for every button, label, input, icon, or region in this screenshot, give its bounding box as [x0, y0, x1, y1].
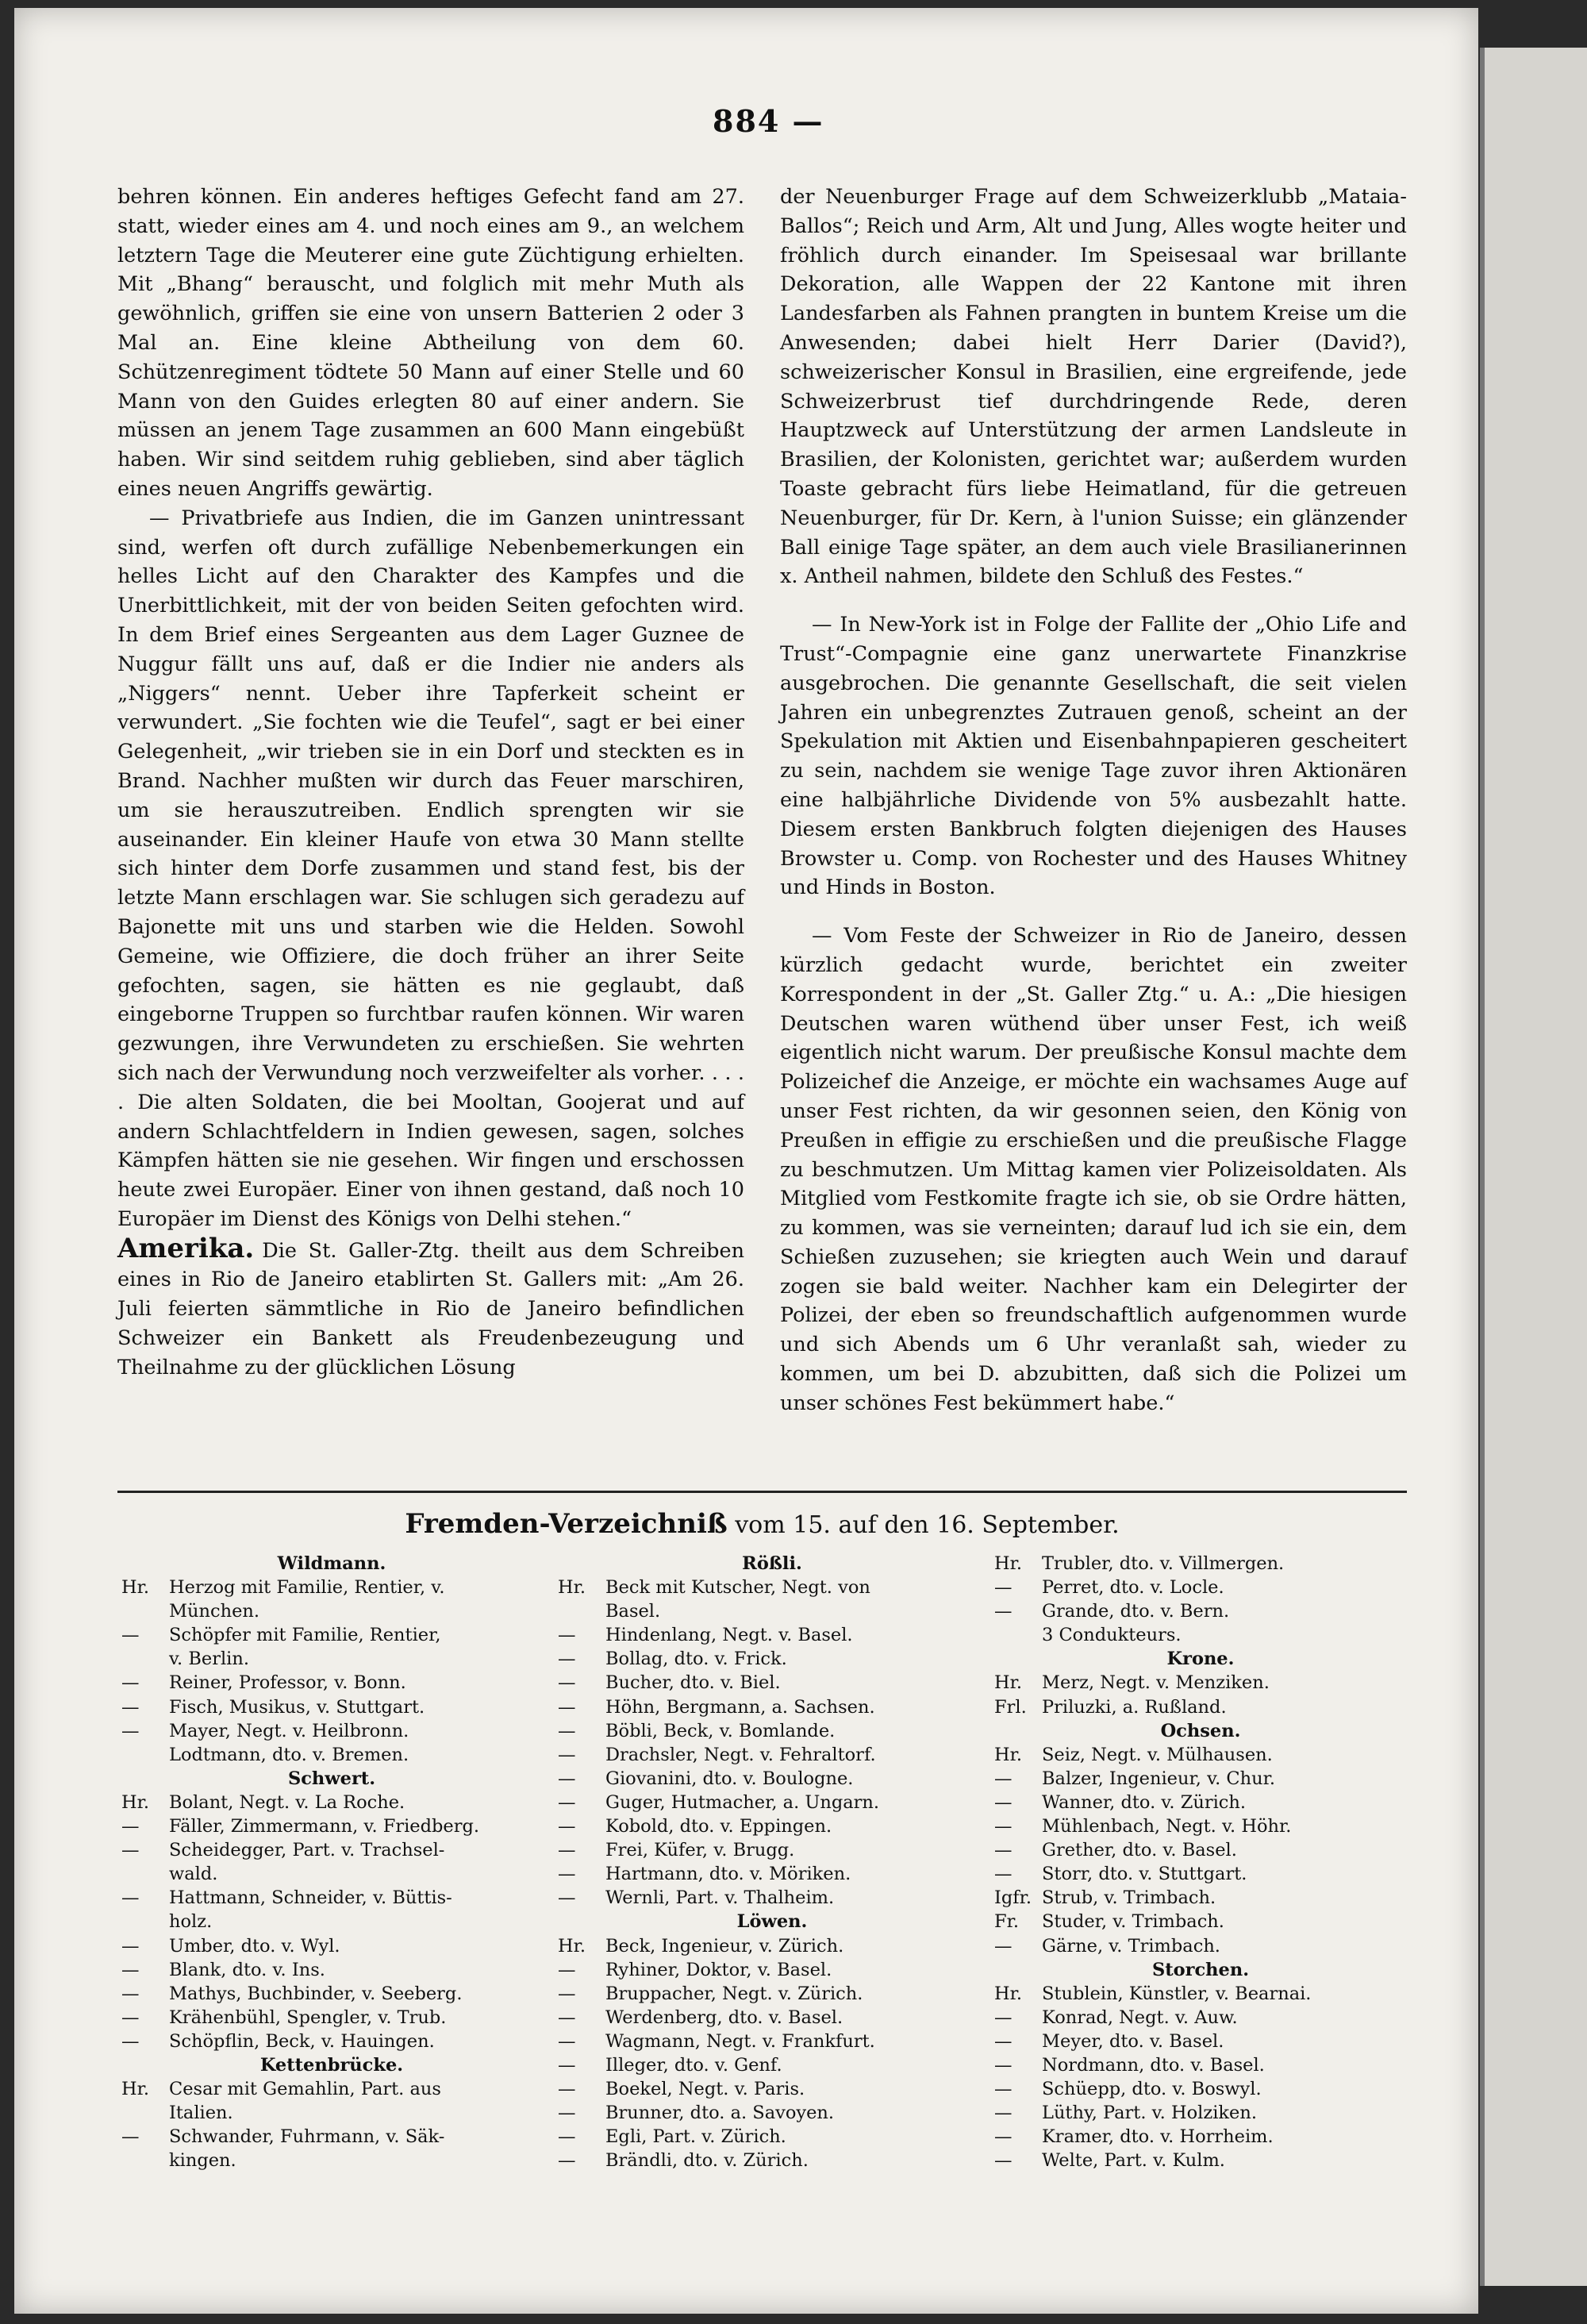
- register-entry-prefix: —: [121, 1959, 140, 1980]
- register-entry: [558, 1886, 986, 1910]
- register-entry-prefix: —: [121, 1625, 140, 1646]
- register-entry: [994, 2125, 1407, 2149]
- register-entry: [994, 1910, 1407, 1933]
- left-column: [117, 183, 744, 1383]
- register-hotel-heading: Storchen.: [1151, 1959, 1250, 1980]
- register-column-3: [994, 1552, 1407, 2172]
- register-entry: [558, 1934, 986, 1958]
- register-entry: [994, 2077, 1407, 2101]
- register-hotel-heading: Schwert.: [287, 1768, 376, 1789]
- register-entry: [994, 1791, 1407, 1814]
- register-entry-prefix: —: [121, 2030, 140, 2052]
- register-entry-prefix: —: [558, 1625, 576, 1646]
- register-entry-text: Seiz, Negt. v. Mülhausen.: [1042, 1744, 1273, 1765]
- register-entry-text: Merz, Negt. v. Menziken.: [1042, 1672, 1270, 1694]
- register-entry-prefix: —: [121, 1672, 140, 1694]
- register-entry-prefix: —: [121, 1696, 140, 1718]
- register-entry: [558, 2077, 986, 2101]
- register-entry: [994, 1671, 1407, 1695]
- amerika-text: Die St. Galler-Ztg. theilt aus dem Schreiben eines in Rio de Janeiro etablirten St. Gallers mit: „Am 26. Juli feierten sämmtliche in Rio de Janeiro befindlichen Schweizer ein Bankett als Freudenbezeugung und Theilnahme zu der glücklichen Lösung: [117, 1238, 744, 1379]
- register-hotel-heading: Rößli.: [742, 1553, 802, 1574]
- register-entry-prefix: —: [558, 1696, 576, 1718]
- register-entry-text: Storr, dto. v. Stuttgart.: [1042, 1864, 1247, 1885]
- register-entry: [121, 1671, 542, 1695]
- register-entry-prefix: —: [558, 1959, 576, 1980]
- next-page-edge: [1480, 48, 1587, 2286]
- register-entry-prefix: —: [994, 1816, 1013, 1837]
- register-entry-prefix: —: [558, 1887, 576, 1909]
- register-entry: [558, 2149, 986, 2172]
- register-entry-prefix: —: [558, 1720, 576, 1741]
- register-entry-text: Beck, Ingenieur, v. Zürich.: [605, 1935, 844, 1957]
- register-entry-prefix: —: [121, 1720, 140, 1741]
- register-entry-prefix: —: [994, 2054, 1013, 2076]
- register-entry-prefix: —: [994, 1791, 1013, 1813]
- register-entry: [558, 1671, 986, 1695]
- register-entry-prefix: —: [558, 1816, 576, 1837]
- register-entry: [994, 2030, 1407, 2053]
- register-entry-prefix: —: [121, 1887, 140, 1909]
- register-entry-text: Frei, Küfer, v. Brugg.: [605, 1840, 795, 1861]
- section-divider: [117, 1491, 1407, 1493]
- register-entry: [121, 1958, 542, 1982]
- register-entry: [121, 1982, 542, 2006]
- register-entry-text: Kramer, dto. v. Horrheim.: [1042, 2126, 1274, 2148]
- register-entry-prefix: —: [558, 2126, 576, 2148]
- register-entry-text: Nordmann, dto. v. Basel.: [1042, 2054, 1265, 2076]
- register-entry-prefix: —: [121, 1816, 140, 1837]
- register-entry-text: Strub, v. Trimbach.: [1042, 1887, 1216, 1909]
- register-entry-text: Reiner, Professor, v. Bonn.: [169, 1672, 406, 1694]
- register-entry-text: Herzog mit Familie, Rentier, v.: [169, 1577, 445, 1599]
- register-entry-prefix: —: [994, 2007, 1013, 2028]
- register-entry: [558, 1719, 986, 1743]
- register-entry-text: Perret, dto. v. Locle.: [1042, 1577, 1224, 1599]
- register-entry-continuation: wald.: [169, 1864, 218, 1885]
- register-hotel-heading: Krone.: [1166, 1649, 1235, 1670]
- register-entry: [121, 1886, 542, 1910]
- register-entry-prefix: Hr.: [994, 1983, 1023, 2004]
- register-entry: [121, 1719, 542, 1743]
- register-hotel-heading: Wildmann.: [277, 1553, 386, 1574]
- register-entry-prefix: —: [558, 1791, 576, 1813]
- register-entry: [994, 2149, 1407, 2172]
- register-entry-text: Hartmann, dto. v. Möriken.: [605, 1864, 851, 1885]
- register-entry-text: Lüthy, Part. v. Holziken.: [1042, 2103, 1257, 2124]
- register-entry-text: Wagmann, Negt. v. Frankfurt.: [605, 2030, 875, 2052]
- register-entry: [558, 2101, 986, 2125]
- register-entry-text: Beck mit Kutscher, Negt. von: [605, 1577, 870, 1599]
- register-entry: [121, 2006, 542, 2030]
- register-entry: [121, 1623, 542, 1647]
- register-entry-prefix: —: [994, 2126, 1013, 2148]
- paragraph-new-york: — In New-York ist in Folge der Fallite der „Ohio Life and Trust“-Compagnie eine ganz unerwartete Finanzkrise ausgebrochen. Die genannte Gesellschaft, die seit vielen Jahren ein unbegrenztes Zutrauen genoß, scheint an der Spekulation mit Aktien und Eisenbahnpapieren gescheitert zu sein, nachdem sie wenige Tage zuvor ihren Aktionären eine halbjährliche Dividende von 5% ausbezahlt hatte. Diesem ersten Bankbruch folgten diejenigen des Hauses Browster u. Comp. von Rochester und des Hauses Whitney und Hinds in Boston.: [780, 613, 1407, 900]
- paragraph-amerika: [117, 1234, 744, 1383]
- register-entry: [121, 1814, 542, 1838]
- register-entry-text: Trubler, dto. v. Villmergen.: [1042, 1553, 1285, 1574]
- register-entry-text: Fäller, Zimmermann, v. Friedberg.: [169, 1816, 480, 1837]
- register-entry: [994, 1934, 1407, 1958]
- register-entry-prefix: —: [558, 1840, 576, 1861]
- register-entry-text: Grande, dto. v. Bern.: [1042, 1601, 1230, 1622]
- register-hotel-heading: Kettenbrücke.: [259, 2054, 404, 2076]
- register-entry: [994, 1862, 1407, 1886]
- register-entry-prefix: —: [121, 2007, 140, 2028]
- register-entry: [994, 1982, 1407, 2006]
- register-entry: [558, 2053, 986, 2077]
- register-entry-prefix: —: [558, 2150, 576, 2172]
- register-entry-text: Schwander, Fuhrmann, v. Säk-: [169, 2126, 445, 2148]
- register-entry-prefix: Hr.: [558, 1935, 586, 1957]
- register-entry-prefix: Hr.: [121, 1577, 150, 1599]
- register-entry: [558, 1767, 986, 1791]
- register-entry: [121, 1934, 542, 1958]
- register-entry-prefix: —: [558, 2054, 576, 2076]
- register-entry-prefix: Hr.: [994, 1744, 1023, 1765]
- register-entry-text: Studer, v. Trimbach.: [1042, 1911, 1224, 1933]
- register-entry: [558, 1623, 986, 1647]
- register-title: [117, 1508, 1407, 1540]
- register-entry-text: Brändli, dto. v. Zürich.: [605, 2150, 809, 2172]
- register-entry-prefix: —: [558, 1768, 576, 1789]
- register-entry: [994, 1767, 1407, 1791]
- register-entry: [994, 1886, 1407, 1910]
- register-entry-text: Bruppacher, Negt. v. Zürich.: [605, 1983, 863, 2004]
- paragraph-rio-fest: der Neuenburger Frage auf dem Schweizerklubb „Mataia-Ballos“; Reich und Arm, Alt und Jung, Alles wogte heiter und fröhlich durch einander. Im Speisesaal war brillante Dekoration, alle Wappen der 22 Kantone mit ihren Landesfarben als Fahnen prangten in buntem Kreise um die Anwesenden; dabei hielt Herr Darier (David?), schweizerischer Konsul in Brasilien, eine ergreifende, jede Schweizerbrust tief durchdringende Rede, deren Hauptzweck auf Unterstützung der armen Landsleute in Brasilien, der Kolonisten, gerichtet war; außerdem wurden Toaste gebracht fürs liebe Heimatland, für die getreuen Neuenburger, für Dr. Kern, à l'union Suisse; ein glänzender Ball einige Tage später, an dem auch viele Brasilianerinnen x. Antheil nahmen, bildete den Schluß des Festes.“: [780, 185, 1407, 589]
- register-entry-prefix: Hr.: [994, 1553, 1023, 1574]
- register-entry-prefix: —: [558, 2079, 576, 2100]
- section-heading-amerika: Amerika.: [117, 1232, 255, 1264]
- register-entry-continuation: München.: [169, 1601, 260, 1622]
- register-entry-text: Priluzki, a. Rußland.: [1042, 1696, 1227, 1718]
- register-entry-prefix: —: [994, 1601, 1013, 1622]
- register-entry-text: Bucher, dto. v. Biel.: [605, 1672, 781, 1694]
- register-entry: [558, 1791, 986, 1814]
- register-entry-text: Höhn, Bergmann, a. Sachsen.: [605, 1696, 875, 1718]
- register-entry-prefix: —: [994, 1840, 1013, 1861]
- register-entry: [558, 2030, 986, 2053]
- register-entry-continuation: Italien.: [169, 2103, 233, 2124]
- register-entry-text: Hindenlang, Negt. v. Basel.: [605, 1625, 853, 1646]
- register-entry: [558, 2125, 986, 2149]
- register-entry-text: Fisch, Musikus, v. Stuttgart.: [169, 1696, 425, 1718]
- register-entry-prefix: —: [994, 2103, 1013, 2124]
- register-entry-text: Guger, Hutmacher, a. Ungarn.: [605, 1791, 880, 1813]
- register-entry-prefix: —: [994, 1935, 1013, 1957]
- register-entry-text: Scheidegger, Part. v. Trachsel-: [169, 1840, 445, 1861]
- register-entry-prefix: —: [994, 1864, 1013, 1885]
- register-entry-prefix: —: [558, 1672, 576, 1694]
- register-entry-prefix: —: [558, 1864, 576, 1885]
- register-entry-text: Meyer, dto. v. Basel.: [1042, 2030, 1224, 2052]
- register-entry-text: Mühlenbach, Negt. v. Höhr.: [1042, 1816, 1292, 1837]
- register-entry: [994, 2006, 1407, 2030]
- register-entry-prefix: [121, 1743, 169, 1767]
- register-entry: [994, 1599, 1407, 1623]
- register-entry: [994, 1695, 1407, 1719]
- page-number: 884 —: [713, 103, 824, 139]
- register-entry-prefix: —: [994, 1577, 1013, 1599]
- register-entry: [994, 1743, 1407, 1767]
- register-entry-text: Welte, Part. v. Kulm.: [1042, 2150, 1225, 2172]
- register-entry-prefix: —: [121, 1983, 140, 2004]
- register-entry: [994, 1814, 1407, 1838]
- register-entry: [558, 1576, 986, 1599]
- register-entry-text: Krähenbühl, Spengler, v. Trub.: [169, 2007, 447, 2028]
- paragraph-india-1: behren können. Ein anderes heftiges Gefecht fand am 27. statt, wieder eines am 4. und noch eines am 9., an welchem letztern Tage die Meuterer eine gute Züchtigung erhielten. Mit „Bhang“ berauscht, und folglich mit mehr Muth als gewöhnlich, griffen sie eine von unsern Batterien 2 oder 3 Mal an. Eine kleine Abtheilung von dem 60. Schützenregiment tödtete 50 Mann auf einer Stelle und 60 Mann von den Guides erlegten 80 auf einer andern. Sie müssen an jenem Tage zusammen an 600 Mann eingebüßt haben. Wir sind seitdem ruhig geblieben, sind aber täglich eines neuen Angriffs gewärtig.: [117, 185, 744, 501]
- register-entry: [121, 2077, 542, 2101]
- register-entry: [558, 1838, 986, 1862]
- register-entry-text: Gärne, v. Trimbach.: [1042, 1935, 1220, 1957]
- register-entry-text: Drachsler, Negt. v. Fehraltorf.: [605, 1744, 876, 1765]
- register-entry-text: Mayer, Negt. v. Heilbronn.: [169, 1720, 409, 1741]
- register-hotel-heading: Löwen.: [736, 1911, 808, 1933]
- register-entry-text: Giovanini, dto. v. Boulogne.: [605, 1768, 854, 1789]
- register-entry-text: Bollag, dto. v. Frick.: [605, 1649, 787, 1670]
- register-entry-continuation: holz.: [169, 1911, 213, 1933]
- register-entry-text: Boekel, Negt. v. Paris.: [605, 2079, 805, 2100]
- register-entry: [121, 1576, 542, 1599]
- register-entry: [121, 1838, 542, 1862]
- register-entry-prefix: —: [558, 1649, 576, 1670]
- register-entry-text: Wanner, dto. v. Zürich.: [1042, 1791, 1247, 1813]
- register-entry-text: Balzer, Ingenieur, v. Chur.: [1042, 1768, 1276, 1789]
- register-entry: [558, 1862, 986, 1886]
- register-entry-prefix: [994, 1623, 1042, 1647]
- register-entry-prefix: —: [121, 1935, 140, 1957]
- register-entry-prefix: Hr.: [558, 1577, 586, 1599]
- register-entry-text: Werdenberg, dto. v. Basel.: [605, 2007, 843, 2028]
- register-entry: [121, 1791, 542, 1814]
- register-entry: [558, 1814, 986, 1838]
- register-entry: [558, 1647, 986, 1671]
- register-entry-prefix: —: [994, 1768, 1013, 1789]
- newspaper-page: [14, 8, 1478, 2314]
- register-entry-prefix: Hr.: [994, 1672, 1023, 1694]
- register-hotel-heading: Ochsen.: [1160, 1720, 1241, 1741]
- register-entry-text: Schöpfer mit Familie, Rentier,: [169, 1625, 441, 1646]
- register-entry-text: Illeger, dto. v. Genf.: [605, 2054, 782, 2076]
- paragraph-rio-second: — Vom Feste der Schweizer in Rio de Janeiro, dessen kürzlich gedacht wurde, berichtet ein zweiter Korrespondent in der „St. Galler Ztg.“ u. A.: „Die hiesigen Deutschen waren wüthend über unser Fest, ich weiß eigentlich nicht warum. Der preußische Konsul machte dem Polizeichef die Anzeige, er möchte ein wachsames Auge auf unser Fest richten, da wir gesonnen seien, den König von Preußen in effigie zu erschießen und die preußische Flagge zu beschmutzen. Um Mittag kamen vier Polizeisoldaten. Als Mitglied vom Festkomite fragte ich sie, ob sie Ordre hätten, zu kommen, was sie verneinten; darauf lud ich sie ein, dem Schießen zuzusehen; sie kriegten auch Wein und darauf zogen sie bald weiter. Nachher kam ein Delegirter der Polizei, der eben so freundschaftlich aufgenommen wurde und sich Abends um 6 Uhr veranlaßt sah, wieder zu kommen, um bei D. abzubitten, daß sich die Polizei um unser schönes Fest bekümmert habe.“: [780, 924, 1407, 1415]
- register-column-2: [558, 1552, 986, 2172]
- register-entry-text: Stublein, Künstler, v. Bearnai.: [1042, 1983, 1312, 2004]
- register-entry: [558, 1982, 986, 2006]
- register-entry: [994, 1838, 1407, 1862]
- register-entry-text: 3 Condukteurs.: [1042, 1625, 1182, 1646]
- register-entry-text: Bolant, Negt. v. La Roche.: [169, 1791, 405, 1813]
- register-entry-text: Lodtmann, dto. v. Bremen.: [169, 1744, 409, 1765]
- register-entry-text: Ryhiner, Doktor, v. Basel.: [605, 1959, 832, 1980]
- register-title-rest: vom 15. auf den 16. September.: [735, 1511, 1120, 1539]
- register-entry: [558, 1743, 986, 1767]
- register-title-bold: Fremden-Verzeichniß: [405, 1508, 728, 1540]
- register-entry: [994, 1576, 1407, 1599]
- register-entry-prefix: —: [994, 2079, 1013, 2100]
- register-entry-prefix: —: [994, 2150, 1013, 2172]
- register-entry-text: Schöpflin, Beck, v. Hauingen.: [169, 2030, 435, 2052]
- register-entry-continuation: kingen.: [169, 2150, 236, 2172]
- register-entry-prefix: —: [121, 2126, 140, 2148]
- register-entry: [994, 1623, 1407, 1647]
- register-entry-text: Konrad, Negt. v. Auw.: [1042, 2007, 1238, 2028]
- register-entry-continuation: Basel.: [605, 1601, 661, 1622]
- register-entry-prefix: Igfr.: [994, 1887, 1032, 1909]
- register-entry-prefix: —: [994, 2030, 1013, 2052]
- register-entry: [121, 1743, 542, 1767]
- register-entry-prefix: Fr.: [994, 1911, 1020, 1933]
- register-entry-text: Wernli, Part. v. Thalheim.: [605, 1887, 835, 1909]
- register-entry-text: Brunner, dto. a. Savoyen.: [605, 2103, 835, 2124]
- register-entry-text: Egli, Part. v. Zürich.: [605, 2126, 786, 2148]
- register-column-1: [121, 1552, 542, 2172]
- register-entry-prefix: Frl.: [994, 1696, 1027, 1718]
- paragraph-india-2: — Privatbriefe aus Indien, die im Ganzen unintressant sind, werfen oft durch zufällige Nebenbemerkungen ein helles Licht auf den Charakter des Kampfes und die Unerbittlichkeit, mit der von beiden Seiten gefochten wird. In dem Brief eines Sergeanten aus dem Lager Guznee de Nuggur fällt uns auf, daß er die Indier nie anders als „Niggers“ nennt. Ueber ihre Tapferkeit scheint er verwundert. „Sie fochten wie die Teufel“, sagt er bei einer Gelegenheit, „wir trieben sie in ein Dorf und steckten es in Brand. Nachher mußten wir durch das Feuer marschiren, um sie herauszutreiben. Endlich sprengten wir sie auseinander. Ein kleiner Haufe von etwa 30 Mann stellte sich hinter dem Dorfe zusammen und stand fest, bis der letzte Mann erschlagen war. Sie schlugen sich geradezu auf Bajonette mit uns und starben wie die Helden. Sowohl Gemeine, wie Offiziere, die doch früher an ihrer Seite gefochten, sagen, sie hätten es nie geglaubt, daß eingeborne Truppen so furchtbar raufen können. Wir waren gezwungen, ihre Verwundeten zu erschießen. Sie wehrten sich nach der Verwundung noch verzweifelter als vorher. . . . . Die alten Soldaten, die bei Mooltan, Goojerat und auf andern Schlachtfeldern in Indien gewesen, sagen, solches Kämpfen hätten sie nie gesehen. Wir fingen und erschossen heute zwei Europäer. Einer von ihnen gestand, daß noch 10 Europäer im Dienst des Königs von Delhi stehen.“: [117, 506, 744, 1231]
- register-entry-prefix: —: [558, 1983, 576, 2004]
- register-entry-text: Hattmann, Schneider, v. Büttis-: [169, 1887, 452, 1909]
- register-entry-prefix: —: [558, 2007, 576, 2028]
- register-entry-text: Blank, dto. v. Ins.: [169, 1959, 325, 1980]
- register-entry: [121, 1695, 542, 1719]
- register-entry: [121, 2125, 542, 2149]
- register-entry-text: Grether, dto. v. Basel.: [1042, 1840, 1237, 1861]
- register-entry-text: Schüepp, dto. v. Boswyl.: [1042, 2079, 1262, 2100]
- register-entry-prefix: —: [558, 2103, 576, 2124]
- register-entry-prefix: Hr.: [121, 2079, 150, 2100]
- register-entry-text: Umber, dto. v. Wyl.: [169, 1935, 340, 1957]
- register-entry: [121, 2030, 542, 2053]
- register-entry: [994, 1552, 1407, 1576]
- register-entry-text: Mathys, Buchbinder, v. Seeberg.: [169, 1983, 463, 2004]
- register-entry-prefix: —: [121, 1840, 140, 1861]
- register-entry-text: Kobold, dto. v. Eppingen.: [605, 1816, 832, 1837]
- register-entry-prefix: —: [558, 1744, 576, 1765]
- register-entry-text: Böbli, Beck, v. Bomlande.: [605, 1720, 836, 1741]
- right-column: [780, 183, 1407, 1418]
- register-entry: [558, 2006, 986, 2030]
- register-entry: [994, 2101, 1407, 2125]
- register-entry: [558, 1958, 986, 1982]
- register-entry-text: Cesar mit Gemahlin, Part. aus: [169, 2079, 441, 2100]
- register-entry-continuation: v. Berlin.: [169, 1649, 249, 1670]
- register-entry-prefix: Hr.: [121, 1791, 150, 1813]
- register-entry-prefix: —: [558, 2030, 576, 2052]
- register-entry: [558, 1695, 986, 1719]
- register-entry: [994, 2053, 1407, 2077]
